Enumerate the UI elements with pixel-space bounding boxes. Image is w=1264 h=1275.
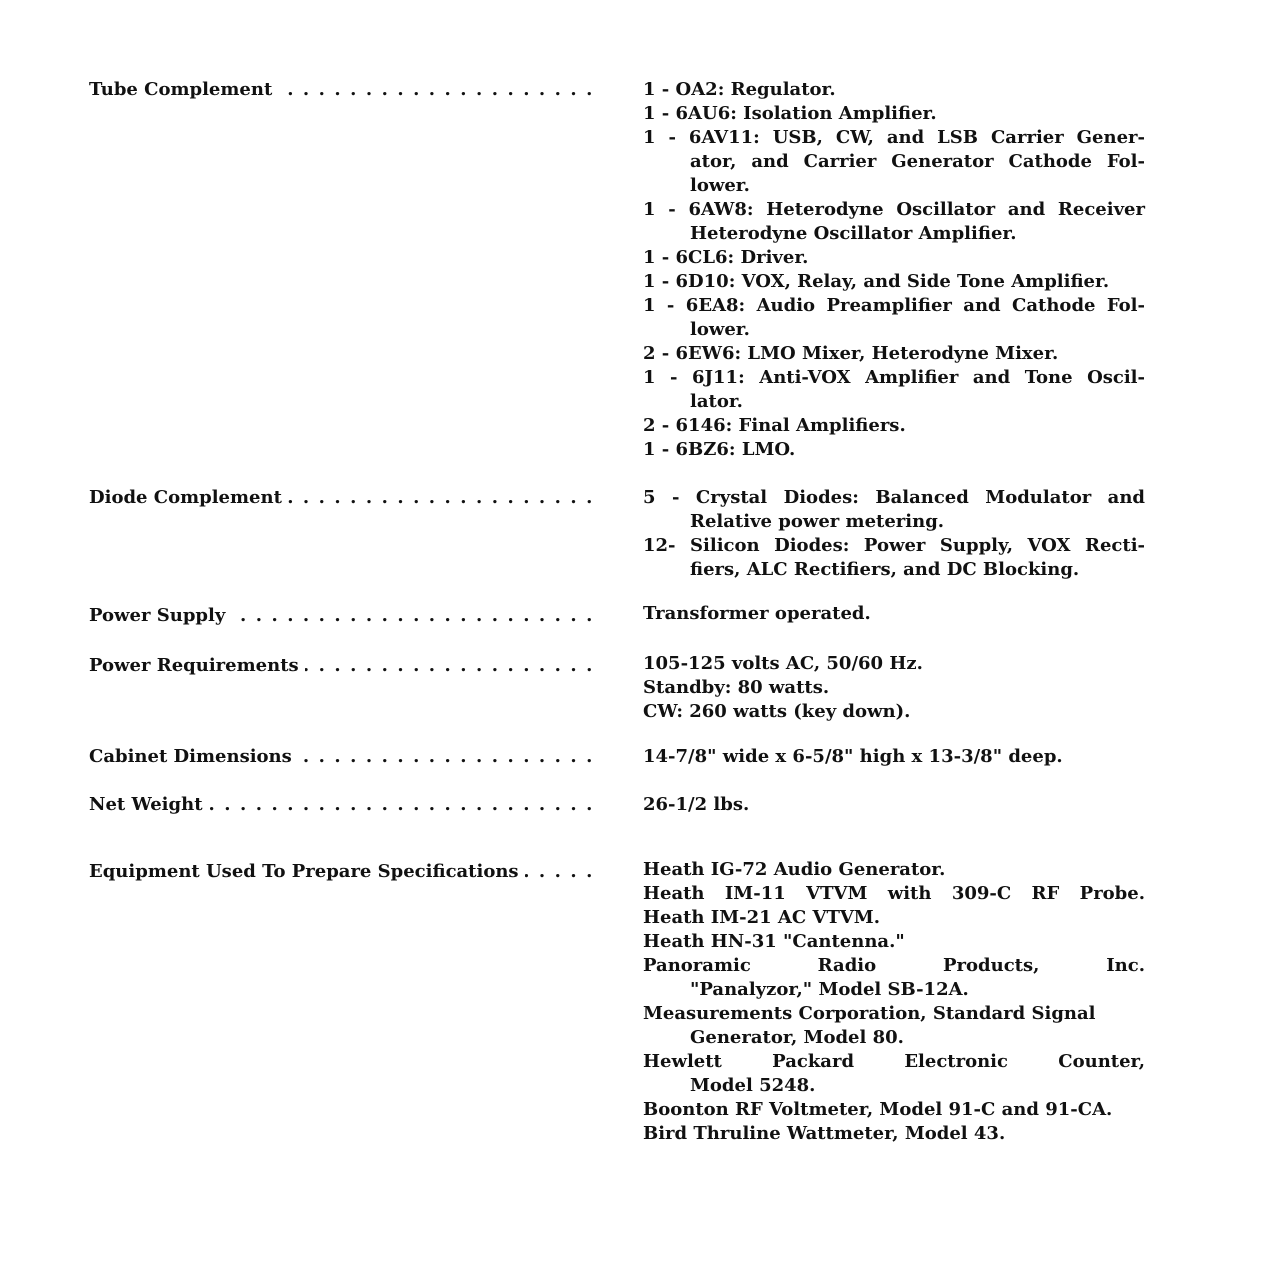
spec-label-text: Net Weight [89,794,209,815]
spec-list-item [643,1002,1145,1050]
power-requirements-values [643,652,1145,724]
spec-line: fiers, ALC Rectifiers, and DC Blocking. [690,559,1080,580]
tube-complement-label [89,78,594,102]
spec-line: Heterodyne Oscillator Amplifier. [690,223,1017,244]
spec-line: Model 5248. [690,1075,816,1096]
spec-line: 1 - 6CL6: Driver. [643,247,809,268]
power-requirements-label [89,654,594,678]
spec-list-item [643,930,1145,954]
spec-list-item [643,198,1145,246]
spec-line: 14-7/8" wide x 6-5/8" high x 13-3/8" deep. [643,746,1063,767]
diode-complement-values [643,486,1145,582]
spec-label-text: Diode Complement [89,487,288,508]
spec-line: 12- Silicon Diodes: Power Supply, VOX Recti- [643,535,1145,556]
spec-line: 1 - 6D10: VOX, Relay, and Side Tone Amplifier. [643,271,1110,292]
spec-line: Panoramic Radio Products, Inc. [643,955,1145,976]
spec-line: 2 - 6146: Final Amplifiers. [643,415,906,436]
spec-line: Measurements Corporation, Standard Signal [643,1003,1096,1024]
spec-line: 1 - 6J11: Anti-VOX Amplifier and Tone Oscil- [643,367,1145,388]
spec-list-item [643,102,1145,126]
spec-line: lower. [690,175,750,196]
spec-list-item [643,858,1145,882]
spec-list-item [643,652,1145,676]
power-supply-label [89,604,594,628]
spec-line: Heath IM-21 AC VTVM. [643,907,880,928]
net-weight-values [643,793,1145,817]
spec-line: Heath IG-72 Audio Generator. [643,859,946,880]
spec-list-item [643,486,1145,534]
diode-complement-label [89,486,594,510]
spec-line: Relative power metering. [690,511,945,532]
cabinet-dimensions-values [643,745,1145,769]
spec-list-item [643,882,1145,906]
spec-line: Bird Thruline Wattmeter, Model 43. [643,1123,1006,1144]
spec-line: 1 - OA2: Regulator. [643,79,836,100]
spec-list-item [643,342,1145,366]
spec-line: Transformer operated. [643,603,871,624]
spec-list-item [643,294,1145,342]
spec-label-text: Equipment Used To Prepare Specifications [89,861,525,882]
spec-line: Standby: 80 watts. [643,677,830,698]
spec-line: ator, and Carrier Generator Cathode Fol- [690,151,1145,172]
equipment-used-label [89,860,594,884]
spec-list-item [643,270,1145,294]
spec-list-item [643,438,1145,462]
spec-list-item [643,534,1145,582]
spec-list-item [643,906,1145,930]
spec-list-item [643,126,1145,198]
spec-line: Generator, Model 80. [690,1027,904,1048]
spec-line: lower. [690,319,750,340]
spec-line: 1 - 6BZ6: LMO. [643,439,796,460]
spec-list-item [643,414,1145,438]
spec-line: Hewlett Packard Electronic Counter, [643,1051,1145,1072]
spec-list-item [643,793,1145,817]
spec-list-item [643,1098,1145,1122]
equipment-used-values [643,858,1145,1146]
spec-list-item [643,366,1145,414]
spec-line: 5 - Crystal Diodes: Balanced Modulator and [643,487,1145,508]
spec-line: 1 - 6AU6: Isolation Amplifier. [643,103,937,124]
spec-list-item [643,1050,1145,1098]
spec-line: 1 - 6EA8: Audio Preamplifier and Cathode Fol- [643,295,1145,316]
spec-line: "Panalyzor," Model SB-12A. [690,979,969,1000]
spec-line: lator. [690,391,743,412]
spec-line: Heath HN-31 "Cantenna." [643,931,905,952]
spec-line: CW: 260 watts (key down). [643,701,911,722]
spec-list-item [643,954,1145,1002]
cabinet-dimensions-label [89,745,594,769]
spec-label-text: Cabinet Dimensions [89,746,298,767]
spec-line: 1 - 6AV11: USB, CW, and LSB Carrier Gener- [643,127,1145,148]
spec-list-item [643,1122,1145,1146]
spec-list-item [643,246,1145,270]
spec-list-item [643,602,1145,626]
spec-line: Boonton RF Voltmeter, Model 91-C and 91-CA. [643,1099,1113,1120]
spec-line: Heath IM-11 VTVM with 309-C RF Probe. [643,883,1145,904]
spec-label-text: Power Supply [89,605,231,626]
spec-line: 105-125 volts AC, 50/60 Hz. [643,653,923,674]
power-supply-values [643,602,1145,626]
spec-line: 2 - 6EW6: LMO Mixer, Heterodyne Mixer. [643,343,1059,364]
spec-list-item [643,700,1145,724]
tube-complement-values [643,78,1145,462]
spec-list-item [643,745,1145,769]
spec-label-text: Power Requirements [89,655,305,676]
spec-list-item [643,78,1145,102]
spec-list-item [643,676,1145,700]
net-weight-label [89,793,594,817]
spec-label-text: Tube Complement [89,79,278,100]
spec-line: 1 - 6AW8: Heterodyne Oscillator and Receiver [643,199,1145,220]
spec-line: 26-1/2 lbs. [643,794,750,815]
